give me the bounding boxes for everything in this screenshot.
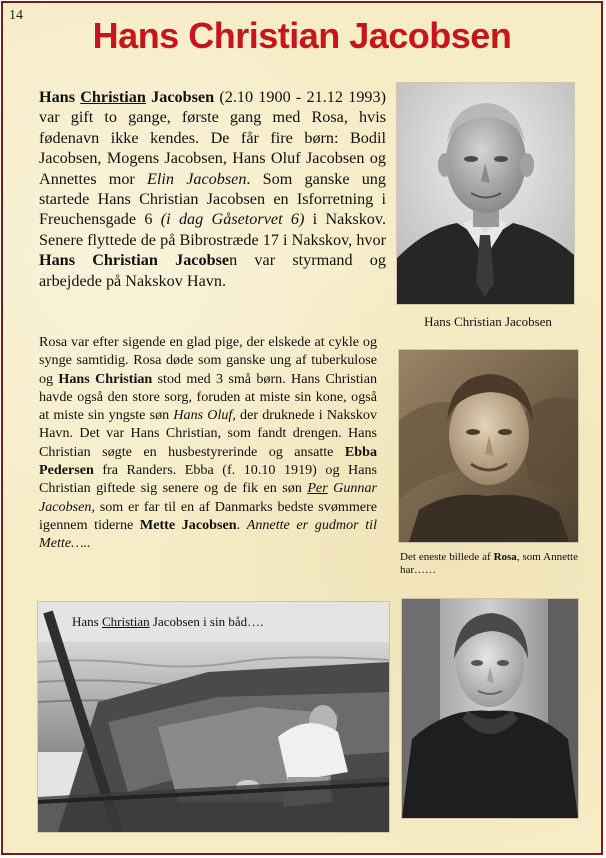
para2-text-1: Rosa var efter sigende en glad pige, der elskede at cykle og synge samtidig. Rosa døde som ganske ung af tuberkulose og bbox=[39, 334, 377, 387]
portrait-hcj-image bbox=[397, 83, 574, 304]
caption-portrait-hcj: Hans Christian Jacobsen bbox=[424, 314, 552, 329]
biography-paragraph-1 bbox=[39, 87, 386, 291]
caption-rosa-suffix: , som Annette har…… bbox=[400, 551, 578, 576]
caption-rosa bbox=[400, 551, 578, 577]
para2-text-4: fra Randers. Ebba (f. 10.10 1919) og Hans Christian giftede sig senere og de fik en søn bbox=[39, 462, 377, 497]
para1-text-1: (2.10 1900 - 21.12 1993) var gift to gange, første gang med Rosa, hvis fødenavn ikke kendes. De får fire børn: Bodil Jacobsen, Mogens Jacobsen, Hans Oluf Jacobsen og Annettes mor bbox=[39, 88, 386, 188]
para2-text-3: der druknede i Nakskov Havn. Det var Hans Christian, som fandt drengen. Hans Christian søgte en husbestyrerinde og ansatte bbox=[39, 407, 377, 460]
caption-boat-suffix: Jacobsen i sin båd…. bbox=[149, 614, 264, 629]
para2-text-2: stod med 3 små børn. Hans Christian havde også den store sorg, foruden at miste sin kone, også at miste sin yngste søn bbox=[39, 370, 377, 424]
biography-paragraph-2 bbox=[39, 333, 377, 553]
annette-note: Annette er gudmor til Mette….. bbox=[39, 516, 378, 552]
para1-text-3: i Nakskov. Senere flyttede de på Bibrostræde 17 i Nakskov, hvor bbox=[39, 210, 386, 249]
elin-name: Elin Jacobsen bbox=[147, 169, 247, 188]
caption-boat-prefix: Hans bbox=[72, 614, 102, 629]
caption-rosa-name: Rosa bbox=[493, 551, 517, 563]
name-last: Jacobsen bbox=[145, 88, 215, 106]
per-name: Per bbox=[307, 480, 328, 497]
portrait-rosa-image bbox=[399, 350, 578, 542]
caption-rosa-prefix: Det eneste billede af bbox=[400, 551, 494, 563]
page-title: Hans Christian Jacobsen bbox=[92, 15, 512, 56]
caption-boat-underlined: Christian bbox=[101, 614, 150, 629]
boat-photo bbox=[38, 602, 389, 832]
document-page bbox=[1, 1, 603, 855]
caption-boat bbox=[72, 614, 263, 630]
portrait-photo-hcj bbox=[397, 83, 574, 304]
mette-name: Mette Jacobsen bbox=[139, 516, 237, 533]
portrait-photo-ebba bbox=[402, 599, 578, 818]
ebba-name: Ebba Pedersen bbox=[39, 443, 377, 479]
para1-text-4: n var styrmand og arbejdede på Nakskov Havn. bbox=[39, 251, 386, 290]
page-number: 14 bbox=[9, 8, 23, 23]
boat-photo-image bbox=[38, 602, 389, 832]
hcj-bold: Hans Christian Jacobse bbox=[39, 251, 230, 270]
gaasetorvet-note: (i dag Gåsetorvet 6) bbox=[160, 210, 305, 229]
name-middle: Christian bbox=[80, 88, 146, 106]
name-first: Hans bbox=[39, 88, 81, 106]
portrait-photo-rosa bbox=[399, 350, 578, 542]
portrait-ebba-image bbox=[402, 599, 578, 818]
para1-text-2: . Som ganske ung startede Hans Christian Jacobsen en Isforretning i Freuchensgade 6 bbox=[39, 169, 386, 229]
per-rest-name: Gunnar Jacobsen, bbox=[39, 480, 377, 515]
hc-bold: Hans Christian bbox=[58, 370, 153, 387]
para2-text-5: som er far til en af Danmarks bedste svømmere igennem tiderne bbox=[39, 498, 377, 533]
para2-text-6: . bbox=[236, 516, 247, 533]
hans-oluf-name: Hans Oluf, bbox=[173, 407, 236, 424]
